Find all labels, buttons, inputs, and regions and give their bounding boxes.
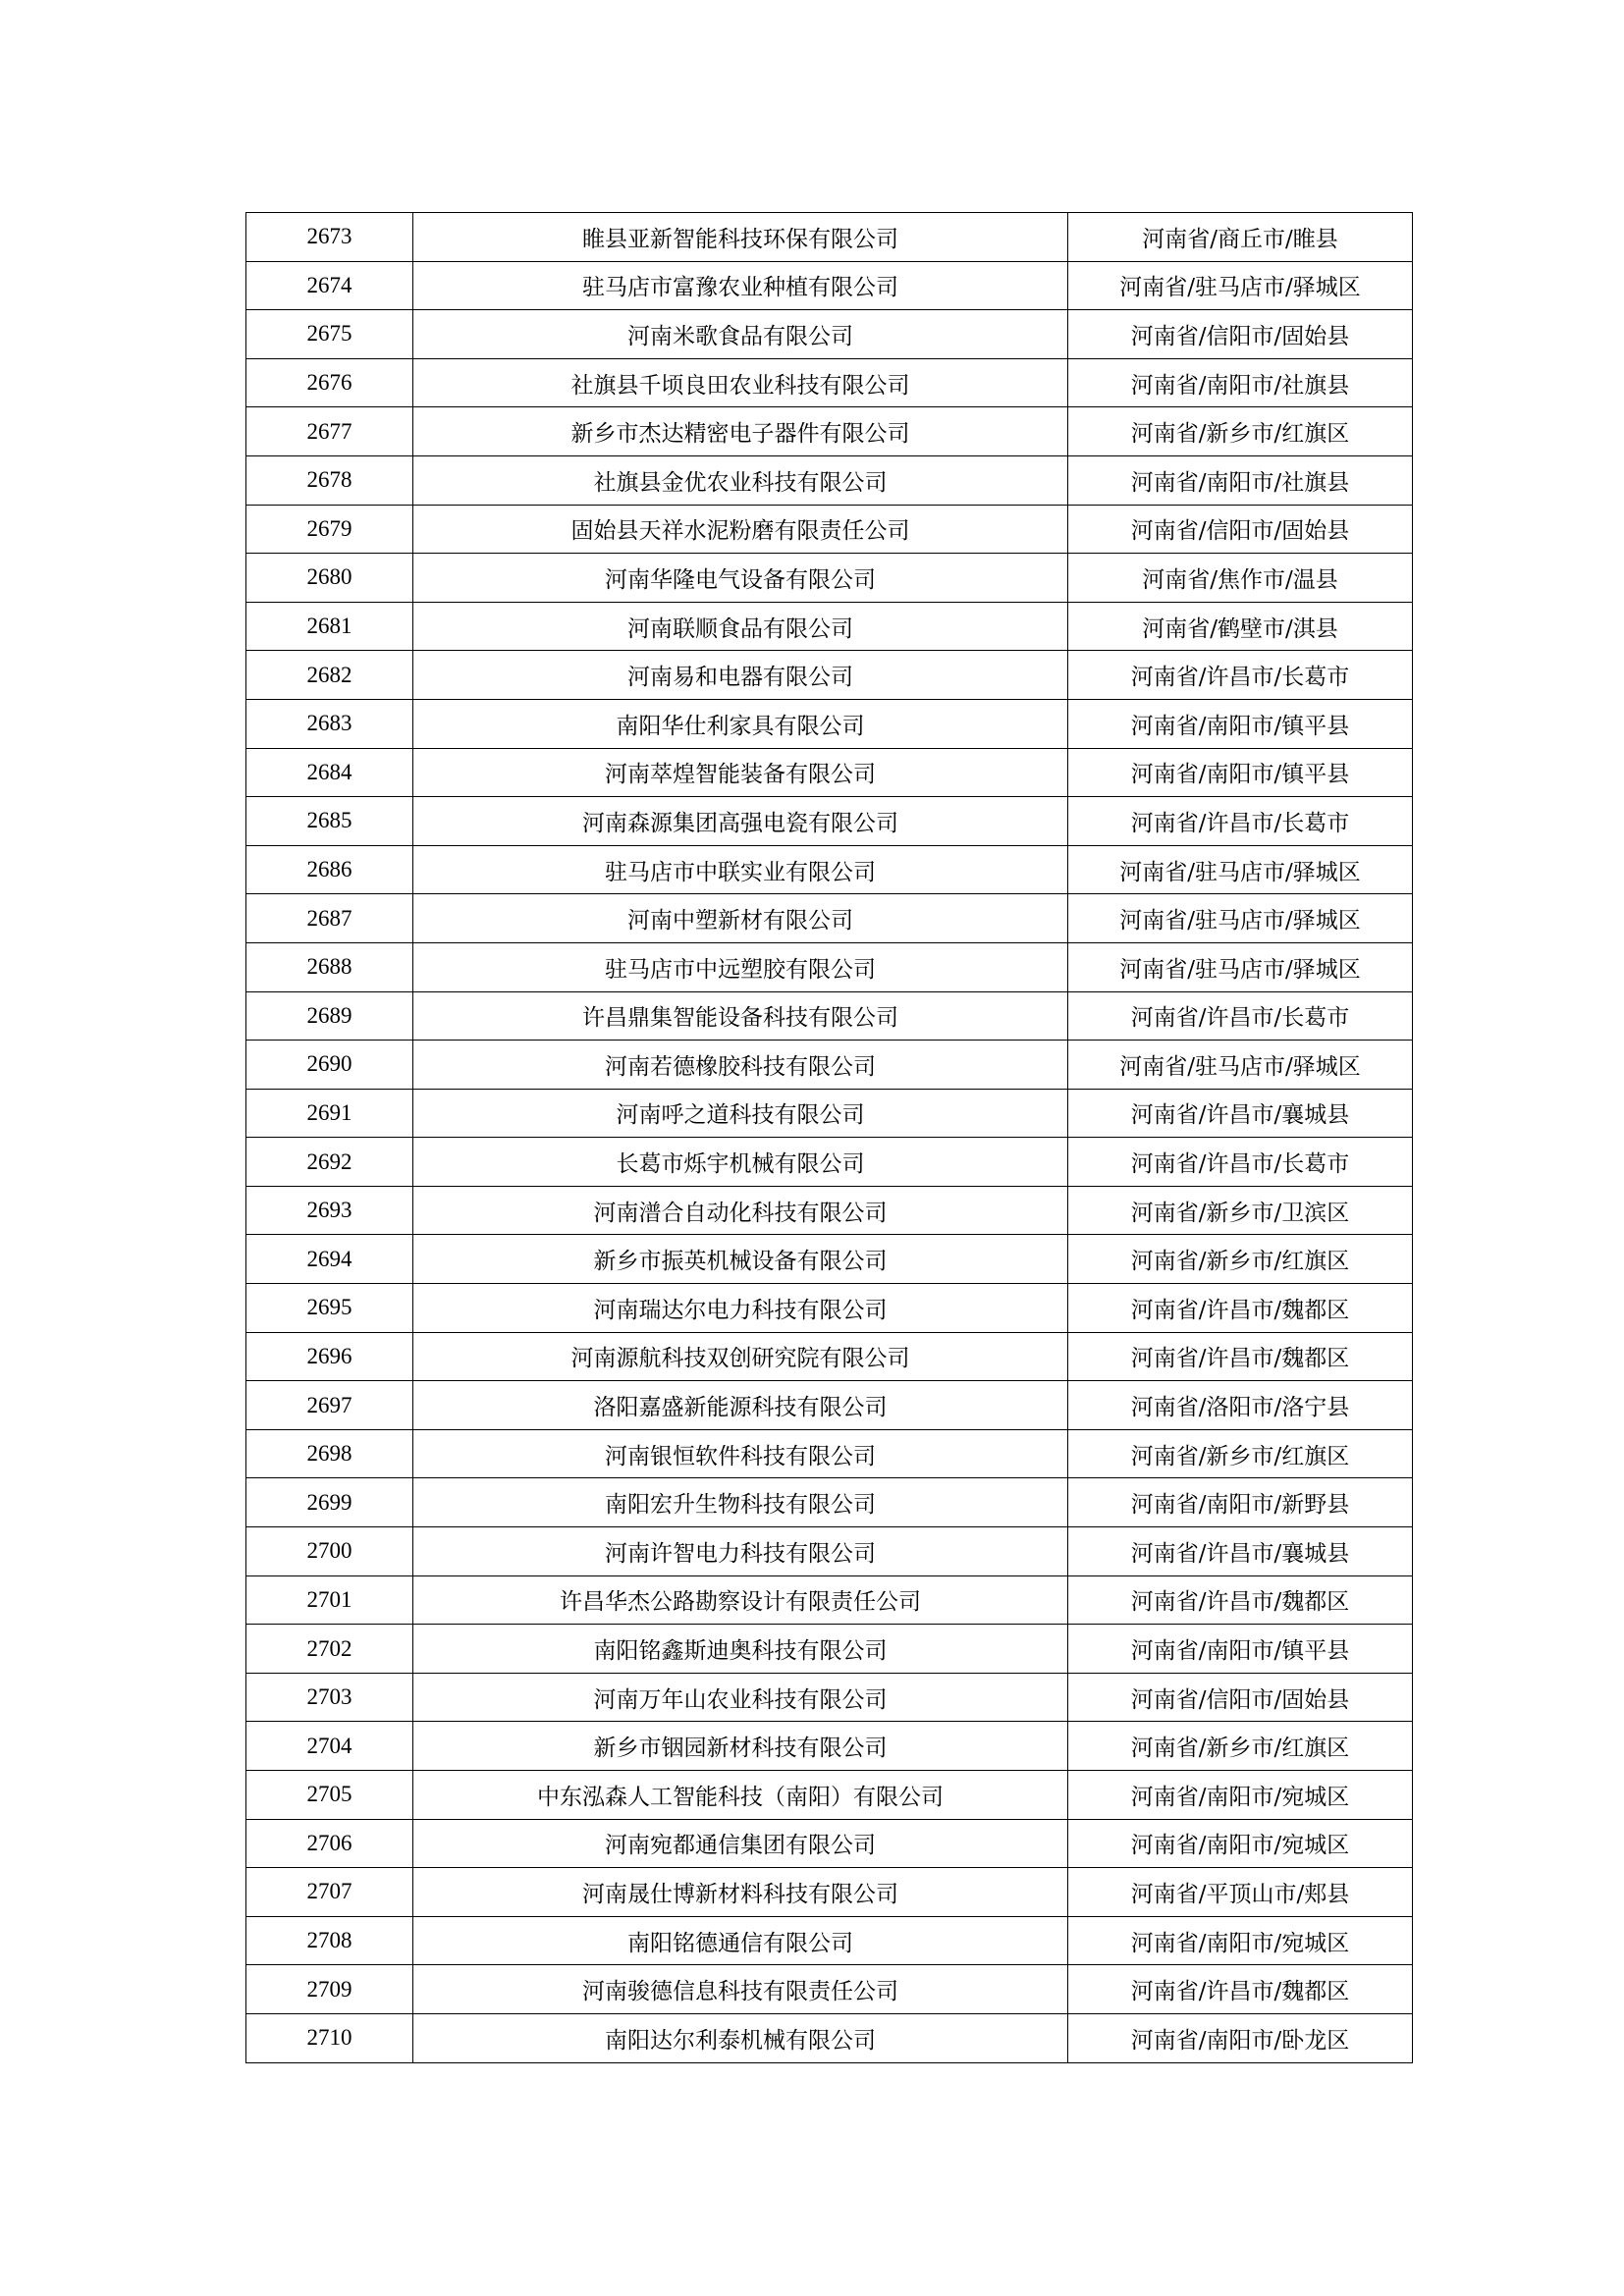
row-number-cell: 2686	[246, 845, 413, 894]
table-row	[246, 602, 1413, 651]
row-number-cell: 2693	[246, 1186, 413, 1235]
table-row	[246, 1138, 1413, 1187]
company-name-cell: 驻马店市中联实业有限公司	[413, 845, 1068, 894]
company-name-cell: 河南骏德信息科技有限责任公司	[413, 1965, 1068, 2014]
table-row	[246, 1625, 1413, 1674]
row-number-cell: 2689	[246, 991, 413, 1041]
table-row	[246, 699, 1413, 748]
region-cell: 河南省/南阳市/宛城区	[1068, 1819, 1413, 1868]
row-number-cell: 2692	[246, 1138, 413, 1187]
table-row	[246, 1819, 1413, 1868]
company-name-cell: 河南潽合自动化科技有限公司	[413, 1186, 1068, 1235]
company-name-cell: 南阳铭鑫斯迪奥科技有限公司	[413, 1625, 1068, 1674]
table-row	[246, 1722, 1413, 1771]
company-name-cell: 南阳华仕利家具有限公司	[413, 699, 1068, 748]
table-row	[246, 1332, 1413, 1381]
region-cell: 河南省/南阳市/镇平县	[1068, 699, 1413, 748]
company-name-cell: 河南宛都通信集团有限公司	[413, 1819, 1068, 1868]
region-cell: 河南省/洛阳市/洛宁县	[1068, 1381, 1413, 1430]
company-name-cell: 社旗县金优农业科技有限公司	[413, 455, 1068, 505]
region-cell: 河南省/许昌市/魏都区	[1068, 1284, 1413, 1333]
company-name-cell: 河南呼之道科技有限公司	[413, 1089, 1068, 1138]
region-cell: 河南省/商丘市/睢县	[1068, 213, 1413, 262]
region-cell: 河南省/许昌市/长葛市	[1068, 651, 1413, 700]
company-name-cell: 河南银恒软件科技有限公司	[413, 1429, 1068, 1478]
region-cell: 河南省/信阳市/固始县	[1068, 1673, 1413, 1722]
company-name-cell: 河南瑞达尔电力科技有限公司	[413, 1284, 1068, 1333]
row-number-cell: 2704	[246, 1722, 413, 1771]
company-name-cell: 南阳铭德通信有限公司	[413, 1916, 1068, 1965]
table-row	[246, 358, 1413, 407]
region-cell: 河南省/南阳市/镇平县	[1068, 1625, 1413, 1674]
table-row	[246, 1673, 1413, 1722]
company-name-cell: 河南若德橡胶科技有限公司	[413, 1041, 1068, 1090]
table-row	[246, 1284, 1413, 1333]
row-number-cell: 2709	[246, 1965, 413, 2014]
region-cell: 河南省/许昌市/魏都区	[1068, 1575, 1413, 1625]
table-row	[246, 1186, 1413, 1235]
table-row	[246, 1868, 1413, 1917]
region-cell: 河南省/新乡市/卫滨区	[1068, 1186, 1413, 1235]
row-number-cell: 2677	[246, 407, 413, 456]
region-cell: 河南省/许昌市/长葛市	[1068, 991, 1413, 1041]
company-name-cell: 新乡市铟园新材科技有限公司	[413, 1722, 1068, 1771]
row-number-cell: 2705	[246, 1771, 413, 1820]
company-name-cell: 许昌华杰公路勘察设计有限责任公司	[413, 1575, 1068, 1625]
region-cell: 河南省/许昌市/魏都区	[1068, 1965, 1413, 2014]
company-name-cell: 河南万年山农业科技有限公司	[413, 1673, 1068, 1722]
company-name-cell: 社旗县千顷良田农业科技有限公司	[413, 358, 1068, 407]
region-cell: 河南省/南阳市/新野县	[1068, 1478, 1413, 1527]
region-cell: 河南省/驻马店市/驿城区	[1068, 1041, 1413, 1090]
table-row	[246, 1771, 1413, 1820]
region-cell: 河南省/南阳市/宛城区	[1068, 1916, 1413, 1965]
table-row	[246, 1965, 1413, 2014]
company-name-cell: 河南联顺食品有限公司	[413, 602, 1068, 651]
row-number-cell: 2707	[246, 1868, 413, 1917]
table-row	[246, 310, 1413, 359]
row-number-cell: 2697	[246, 1381, 413, 1430]
row-number-cell: 2702	[246, 1625, 413, 1674]
row-number-cell: 2679	[246, 505, 413, 554]
row-number-cell: 2703	[246, 1673, 413, 1722]
row-number-cell: 2675	[246, 310, 413, 359]
company-name-cell: 河南中塑新材有限公司	[413, 894, 1068, 943]
company-name-cell: 驻马店市富豫农业种植有限公司	[413, 261, 1068, 310]
region-cell: 河南省/驻马店市/驿城区	[1068, 894, 1413, 943]
row-number-cell: 2708	[246, 1916, 413, 1965]
company-name-cell: 洛阳嘉盛新能源科技有限公司	[413, 1381, 1068, 1430]
table-row	[246, 261, 1413, 310]
table-row	[246, 1429, 1413, 1478]
row-number-cell: 2710	[246, 2013, 413, 2062]
region-cell: 河南省/南阳市/社旗县	[1068, 358, 1413, 407]
region-cell: 河南省/信阳市/固始县	[1068, 505, 1413, 554]
region-cell: 河南省/焦作市/温县	[1068, 554, 1413, 603]
table-row	[246, 748, 1413, 797]
region-cell: 河南省/南阳市/卧龙区	[1068, 2013, 1413, 2062]
row-number-cell: 2706	[246, 1819, 413, 1868]
row-number-cell: 2688	[246, 942, 413, 991]
region-cell: 河南省/许昌市/长葛市	[1068, 1138, 1413, 1187]
row-number-cell: 2699	[246, 1478, 413, 1527]
table-row	[246, 213, 1413, 262]
table-row	[246, 1916, 1413, 1965]
company-name-cell: 长葛市烁宇机械有限公司	[413, 1138, 1068, 1187]
row-number-cell: 2691	[246, 1089, 413, 1138]
row-number-cell: 2690	[246, 1041, 413, 1090]
table-row	[246, 1089, 1413, 1138]
region-cell: 河南省/驻马店市/驿城区	[1068, 942, 1413, 991]
company-name-cell: 新乡市振英机械设备有限公司	[413, 1235, 1068, 1284]
row-number-cell: 2674	[246, 261, 413, 310]
region-cell: 河南省/驻马店市/驿城区	[1068, 845, 1413, 894]
table-row	[246, 894, 1413, 943]
region-cell: 河南省/许昌市/襄城县	[1068, 1089, 1413, 1138]
region-cell: 河南省/许昌市/魏都区	[1068, 1332, 1413, 1381]
company-name-cell: 睢县亚新智能科技环保有限公司	[413, 213, 1068, 262]
company-name-cell: 许昌鼎集智能设备科技有限公司	[413, 991, 1068, 1041]
region-cell: 河南省/南阳市/镇平县	[1068, 748, 1413, 797]
company-name-cell: 河南许智电力科技有限公司	[413, 1527, 1068, 1576]
table-row	[246, 942, 1413, 991]
region-cell: 河南省/新乡市/红旗区	[1068, 1429, 1413, 1478]
table-row	[246, 505, 1413, 554]
row-number-cell: 2680	[246, 554, 413, 603]
company-name-cell: 河南萃煌智能装备有限公司	[413, 748, 1068, 797]
table-row	[246, 797, 1413, 846]
table-body	[246, 213, 1413, 2063]
company-name-cell: 南阳达尔利泰机械有限公司	[413, 2013, 1068, 2062]
row-number-cell: 2684	[246, 748, 413, 797]
region-cell: 河南省/新乡市/红旗区	[1068, 1722, 1413, 1771]
region-cell: 河南省/南阳市/宛城区	[1068, 1771, 1413, 1820]
row-number-cell: 2678	[246, 455, 413, 505]
region-cell: 河南省/许昌市/襄城县	[1068, 1527, 1413, 1576]
company-name-cell: 驻马店市中远塑胶有限公司	[413, 942, 1068, 991]
region-cell: 河南省/信阳市/固始县	[1068, 310, 1413, 359]
table-row	[246, 1381, 1413, 1430]
company-name-cell: 河南森源集团高强电瓷有限公司	[413, 797, 1068, 846]
company-name-cell: 河南源航科技双创研究院有限公司	[413, 1332, 1068, 1381]
table-row	[246, 554, 1413, 603]
table-row	[246, 407, 1413, 456]
region-cell: 河南省/平顶山市/郏县	[1068, 1868, 1413, 1917]
company-table	[245, 212, 1413, 2063]
row-number-cell: 2676	[246, 358, 413, 407]
row-number-cell: 2698	[246, 1429, 413, 1478]
row-number-cell: 2696	[246, 1332, 413, 1381]
table-row	[246, 991, 1413, 1041]
region-cell: 河南省/新乡市/红旗区	[1068, 1235, 1413, 1284]
row-number-cell: 2681	[246, 602, 413, 651]
table-row	[246, 845, 1413, 894]
table-row	[246, 2013, 1413, 2062]
region-cell: 河南省/许昌市/长葛市	[1068, 797, 1413, 846]
company-name-cell: 新乡市杰达精密电子器件有限公司	[413, 407, 1068, 456]
company-name-cell: 中东泓森人工智能科技（南阳）有限公司	[413, 1771, 1068, 1820]
company-name-cell: 固始县天祥水泥粉磨有限责任公司	[413, 505, 1068, 554]
table-row	[246, 1478, 1413, 1527]
row-number-cell: 2700	[246, 1527, 413, 1576]
region-cell: 河南省/鹤壁市/淇县	[1068, 602, 1413, 651]
row-number-cell: 2682	[246, 651, 413, 700]
row-number-cell: 2695	[246, 1284, 413, 1333]
row-number-cell: 2673	[246, 213, 413, 262]
company-name-cell: 河南晟仕博新材料科技有限公司	[413, 1868, 1068, 1917]
row-number-cell: 2685	[246, 797, 413, 846]
company-name-cell: 河南易和电器有限公司	[413, 651, 1068, 700]
region-cell: 河南省/驻马店市/驿城区	[1068, 261, 1413, 310]
row-number-cell: 2694	[246, 1235, 413, 1284]
row-number-cell: 2683	[246, 699, 413, 748]
table-row	[246, 1527, 1413, 1576]
region-cell: 河南省/南阳市/社旗县	[1068, 455, 1413, 505]
table-row	[246, 455, 1413, 505]
company-name-cell: 南阳宏升生物科技有限公司	[413, 1478, 1068, 1527]
region-cell: 河南省/新乡市/红旗区	[1068, 407, 1413, 456]
row-number-cell: 2687	[246, 894, 413, 943]
table-row	[246, 651, 1413, 700]
company-name-cell: 河南华隆电气设备有限公司	[413, 554, 1068, 603]
row-number-cell: 2701	[246, 1575, 413, 1625]
table-row	[246, 1041, 1413, 1090]
company-name-cell: 河南米歌食品有限公司	[413, 310, 1068, 359]
table-row	[246, 1235, 1413, 1284]
table-row	[246, 1575, 1413, 1625]
